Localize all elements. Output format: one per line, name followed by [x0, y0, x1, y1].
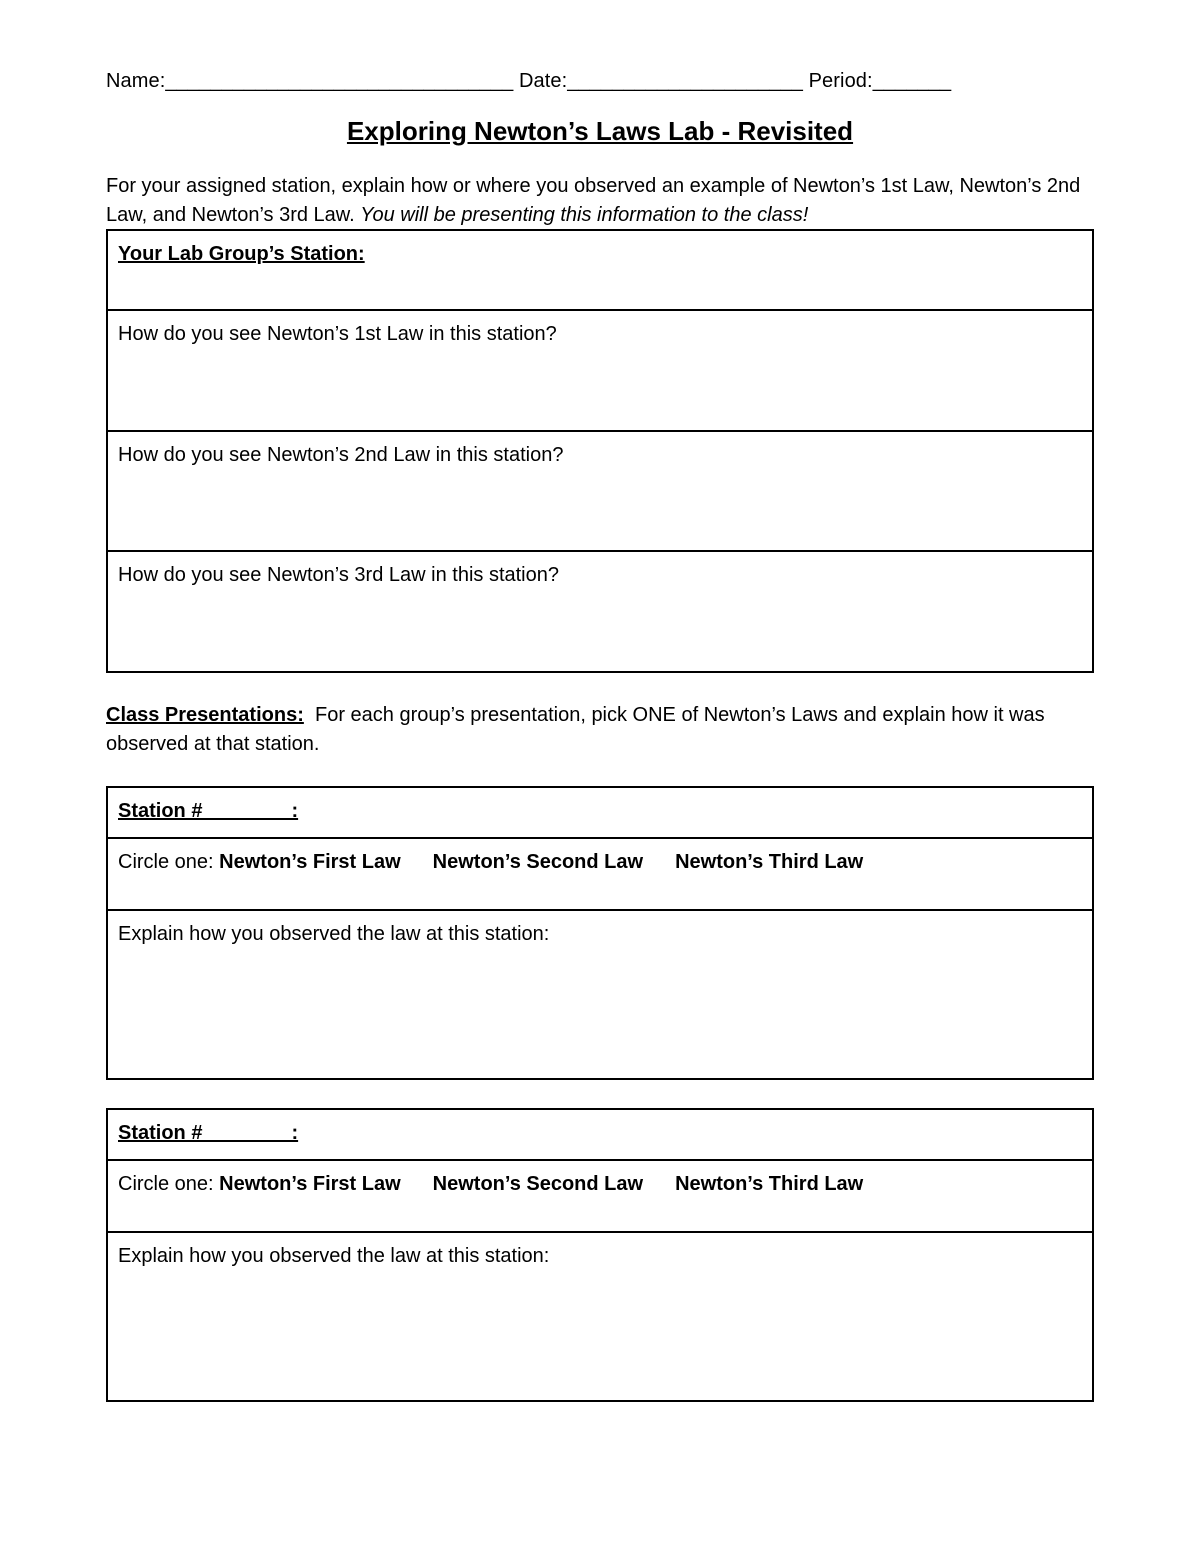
station-question-table	[106, 229, 1094, 673]
third-law-option[interactable]: Newton’s Third Law	[675, 851, 864, 873]
third-law-option[interactable]: Newton’s Third Law	[675, 1173, 864, 1195]
first-law-option[interactable]: Newton’s First Law	[219, 851, 401, 873]
explain-cell[interactable]	[108, 911, 1092, 1078]
circle-one-prefix: Circle one:	[118, 1173, 220, 1195]
explain-cell[interactable]	[108, 1233, 1092, 1400]
explain-prompt: Explain how you observed the law at this station:	[118, 1245, 550, 1267]
intro-text: For your assigned station, explain how or where you observed an example of Newton’s 1st Law, Newton’s 2nd Law, and Newton’s 3rd Law.	[106, 175, 1081, 226]
third-law-question: How do you see Newton’s 3rd Law in this station?	[118, 564, 559, 586]
page-title: Exploring Newton’s Laws Lab - Revisited	[346, 116, 854, 146]
station-box-2	[106, 1108, 1094, 1402]
intro-italic: You will be presenting this information to the class!	[360, 204, 809, 226]
first-law-cell[interactable]	[108, 311, 1092, 432]
station-label: Your Lab Group’s Station:	[118, 243, 365, 265]
circle-one-prefix: Circle one:	[118, 851, 220, 873]
intro-paragraph	[106, 172, 1096, 230]
third-law-cell[interactable]	[108, 552, 1092, 671]
circle-one-row	[108, 839, 1092, 911]
class-presentations-text: For each group’s presentation, pick ONE of Newton’s Laws and explain how it was observed at that station.	[106, 704, 1051, 755]
second-law-option[interactable]: Newton’s Second Law	[432, 851, 644, 873]
station-number-cell[interactable]	[108, 1110, 1092, 1161]
class-presentations-label: Class Presentations:	[106, 704, 304, 726]
station-number-cell[interactable]	[108, 788, 1092, 839]
class-presentations-paragraph	[106, 701, 1096, 759]
station-box-1	[106, 786, 1094, 1080]
first-law-question: How do you see Newton’s 1st Law in this station?	[118, 323, 557, 345]
first-law-option[interactable]: Newton’s First Law	[219, 1173, 401, 1195]
second-law-option[interactable]: Newton’s Second Law	[432, 1173, 644, 1195]
station-number-label: Station #________:	[118, 1122, 299, 1144]
explain-prompt: Explain how you observed the law at this station:	[118, 923, 550, 945]
station-label-cell[interactable]	[108, 231, 1092, 311]
circle-one-row	[108, 1161, 1092, 1233]
header-fields-line: Name:_______________________________ Date:_____________________ Period:_______	[106, 70, 952, 92]
station-number-label: Station #________:	[118, 800, 299, 822]
second-law-cell[interactable]	[108, 432, 1092, 552]
second-law-question: How do you see Newton’s 2nd Law in this station?	[118, 444, 564, 466]
